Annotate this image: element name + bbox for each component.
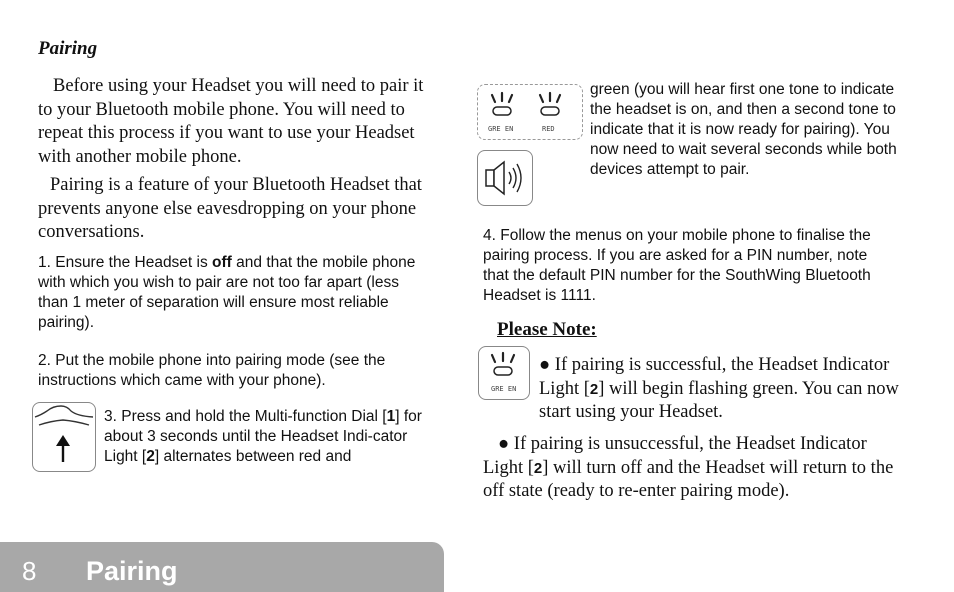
step-3-continued: green (you will hear first one tone to indicate the headset is on, and then a second tone to indicate that it is now ready for pairing). You now need to wait several seconds while both devices attempt to pair. <box>590 81 897 178</box>
footer-title: Pairing <box>86 556 178 586</box>
step-4: 4. Follow the menus on your mobile phone to finalise the pairing process. If you are asked for a PIN number, note that the default PIN number for the SouthWing Bluetooth Headset is 1111. <box>483 227 871 304</box>
note-unsuccessful: ● If pairing is unsuccessful, the Headset Indicator Light [2] will turn off and the Headset will return to the off state (ready to re-enter pairing mode). <box>483 434 894 501</box>
section-title: Pairing <box>38 38 98 59</box>
led-label-red: RED <box>542 125 555 133</box>
led-label-green-2: GRE EN <box>491 385 517 393</box>
intro-paragraph-2: Pairing is a feature of your Bluetooth Headset that prevents anyone else eavesdropping on your phone conversations. <box>38 175 422 242</box>
note-success: ● If pairing is successful, the Headset Indicator Light [2] will begin flashing green. You can now start using your Headset. <box>539 355 899 422</box>
step-3: 3. Press and hold the Multi-function Dial [1] for about 3 seconds until the Headset Indi-cator Light [2] alternates between red and <box>104 408 422 465</box>
footer-bar <box>0 542 444 592</box>
page-number: 8 <box>22 556 37 586</box>
led-green-icon <box>478 346 530 400</box>
led-alternating-icon <box>477 84 583 140</box>
step-2: 2. Put the mobile phone into pairing mode (see the instructions which came with your phone). <box>38 352 386 389</box>
dial-press-icon <box>32 402 96 472</box>
step-1: 1. Ensure the Headset is off and that the mobile phone with which you wish to pair are not too far apart (less than 1 meter of separation will ensure most reliable pairing). <box>38 254 416 331</box>
speaker-tone-icon <box>477 150 533 206</box>
note-title: Please Note: <box>497 319 597 340</box>
led-label-green: GRE EN <box>488 125 514 133</box>
intro-paragraph-1: Before using your Headset you will need to pair it to your Bluetooth mobile phone. You will need to repeat this process if you want to use your Headset with another mobile phone. <box>38 76 424 167</box>
